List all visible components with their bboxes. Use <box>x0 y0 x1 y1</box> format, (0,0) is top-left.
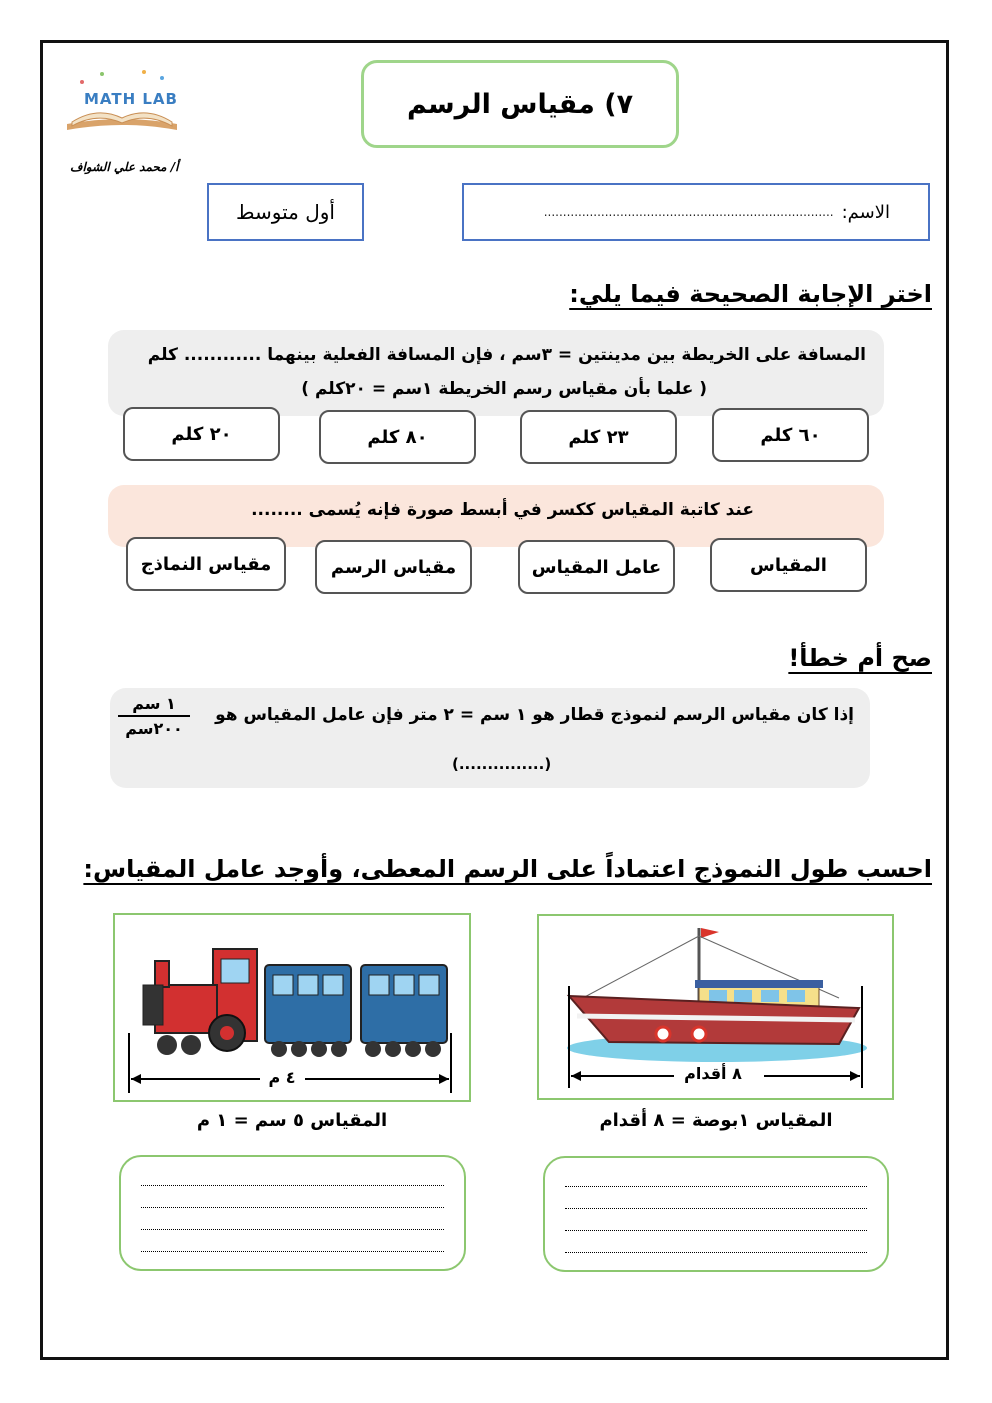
train-scale-caption: المقياس ٥ سم = ١ م <box>196 1110 388 1131</box>
name-dots: ............................................................................ <box>543 205 834 219</box>
fraction-numerator: ١ سم <box>118 694 190 717</box>
name-label: الاسم: <box>841 201 890 223</box>
q1-option-3[interactable]: ٨٠ كلم <box>319 410 476 464</box>
train-answer-box[interactable] <box>119 1155 466 1271</box>
train-measure-label: ٤ م <box>268 1068 296 1087</box>
boat-answer-box[interactable] <box>543 1156 889 1272</box>
q2-option-2[interactable]: عامل المقياس <box>518 540 675 594</box>
q2-option-3[interactable]: مقياس الرسم <box>315 540 472 594</box>
question-1-line-1: المسافة على الخريطة بين مدينتين = ٣سم ، فإن المسافة الفعلية بينهما ............ كلم <box>147 345 866 365</box>
name-field[interactable] <box>462 183 930 241</box>
q1-option-2[interactable]: ٢٣ كلم <box>520 410 677 464</box>
q1-option-4[interactable]: ٢٠ كلم <box>123 407 280 461</box>
grade-label: أول متوسط <box>207 183 364 241</box>
logo-text: MATH LAB <box>84 90 178 108</box>
section-choose-heading: اختر الإجابة الصحيحة فيما يلي: <box>569 280 932 308</box>
section-true-false-heading: صح أم خطأ! <box>788 644 932 672</box>
boat-measure-label: ٨ أقدام <box>684 1064 742 1083</box>
page-title: ٧) مقياس الرسم <box>361 60 679 148</box>
q1-option-1[interactable]: ٦٠ كلم <box>712 408 869 462</box>
q2-option-1[interactable]: المقياس <box>710 538 867 592</box>
true-false-panel <box>110 688 870 788</box>
true-false-statement: إذا كان مقياس الرسم لنموذج قطار هو ١ سم = ٢ متر فإن عامل المقياس هو <box>215 705 854 725</box>
scale-fraction <box>118 694 190 738</box>
q2-option-4[interactable]: مقياس النماذج <box>126 537 286 591</box>
section-calculate-heading: احسب طول النموذج اعتماداً على الرسم المعطى، وأوجد عامل المقياس: <box>83 855 932 883</box>
boat-scale-caption: المقياس ١بوصة = ٨ أقدام <box>599 1110 833 1131</box>
fraction-denominator: ٢٠٠سم <box>125 719 183 738</box>
teacher-name: أ/ محمد علي الشواف <box>70 160 179 174</box>
question-1-line-2: ( علما بأن مقياس رسم الخريطة ١سم = ٢٠كلم ) <box>301 379 707 399</box>
question-2-text: عند كاتبة المقياس ككسر في أبسط صورة فإنه يُسمى ........ <box>251 500 754 520</box>
true-false-answer-blank[interactable]: (...............) <box>452 755 552 773</box>
question-1-panel <box>108 330 884 416</box>
